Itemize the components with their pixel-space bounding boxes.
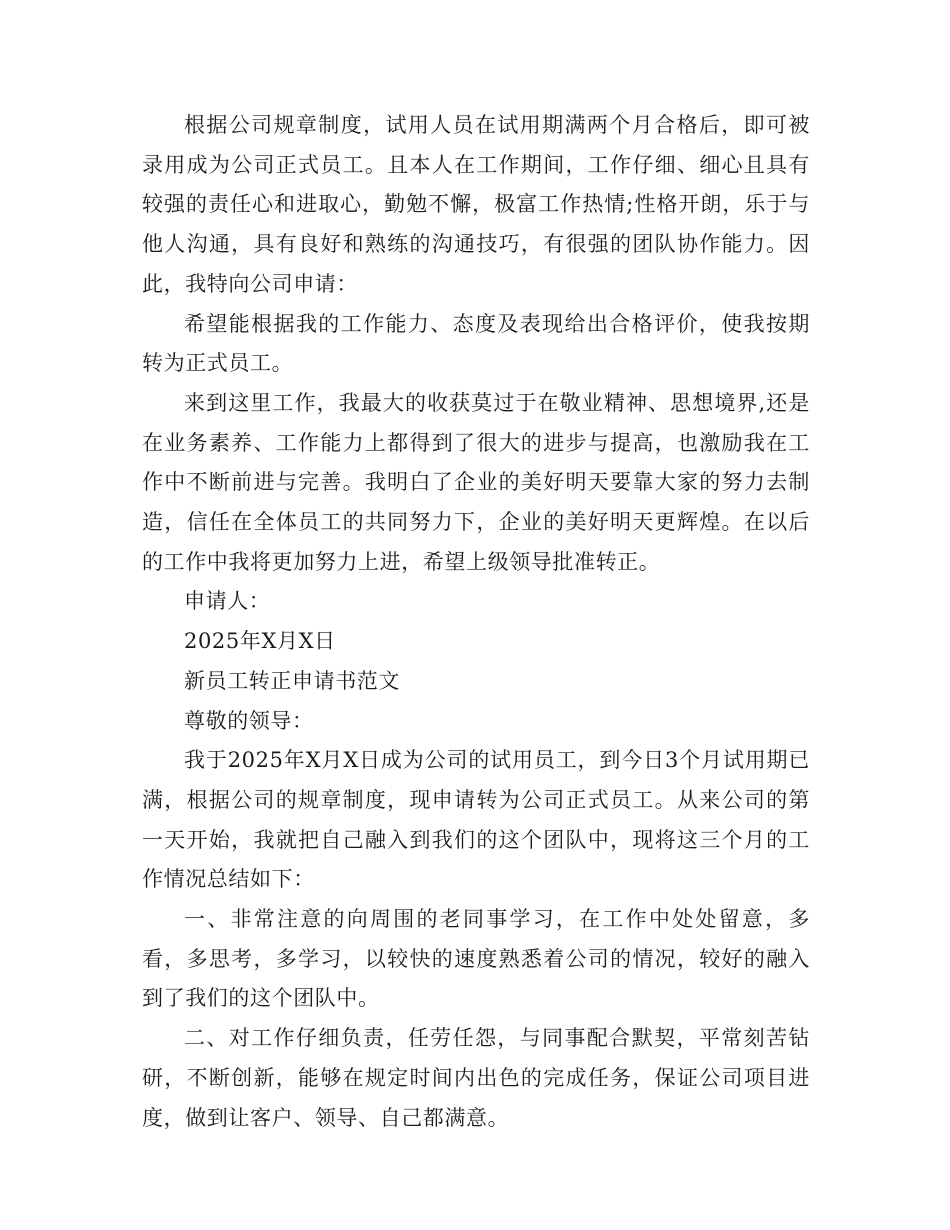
section-title: 新员工转正申请书范文 — [184, 668, 400, 693]
salutation: 尊敬的领导： — [184, 708, 314, 733]
paragraph-request: 希望能根据我的工作能力、态度及表现给出合格评价，使我按期转为正式员工。 — [142, 311, 810, 376]
paragraph-probation-rules: 根据公司规章制度，试用人员在试用期满两个月合格后，即可被录用成为公司正式员工。且本人在工作期间，工作仔细、细心且具有较强的责任心和进取心，勤勉不懈，极富工作热情;性格开朗，乐于与他人沟通，具有良好和熟练的沟通技巧，有很强的团队协作能力。因此，我特向公司申请： — [142, 113, 810, 296]
paragraph-intro: 我于2025年X月X日成为公司的试用员工，到今日3个月试用期已满，根据公司的规章制度，现申请转为公司正式员工。从来公司的第一天开始，我就把自己融入到我们的这个团队中，现将这三个月的工作情况总结如下： — [142, 748, 810, 892]
paragraph-point-one: 一、非常注意的向周围的老同事学习，在工作中处处留意，多看，多思考，多学习，以较快的速度熟悉着公司的情况，较好的融入到了我们的这个团队中。 — [142, 907, 810, 1011]
paragraph-point-two: 二、对工作仔细负责，任劳任怨，与同事配合默契，平常刻苦钻研，不断创新，能够在规定时间内出色的完成任务，保证公司项目进度，做到让客户、领导、自己都满意。 — [142, 1026, 810, 1130]
application-date: 2025年X月X日 — [184, 629, 336, 654]
applicant-label: 申请人： — [184, 589, 271, 614]
paragraph-gains: 来到这里工作，我最大的收获莫过于在敬业精神、思想境界,还是在业务素养、工作能力上都得到了很大的进步与提高，也激励我在工作中不断前进与完善。我明白了企业的美好明天要靠大家的努力去制造，信任在全体员工的共同努力下，企业的美好明天更辉煌。在以后的工作中我将更加努力上进，希望上级领导批准转正。 — [142, 390, 810, 574]
document-body — [142, 106, 810, 1138]
